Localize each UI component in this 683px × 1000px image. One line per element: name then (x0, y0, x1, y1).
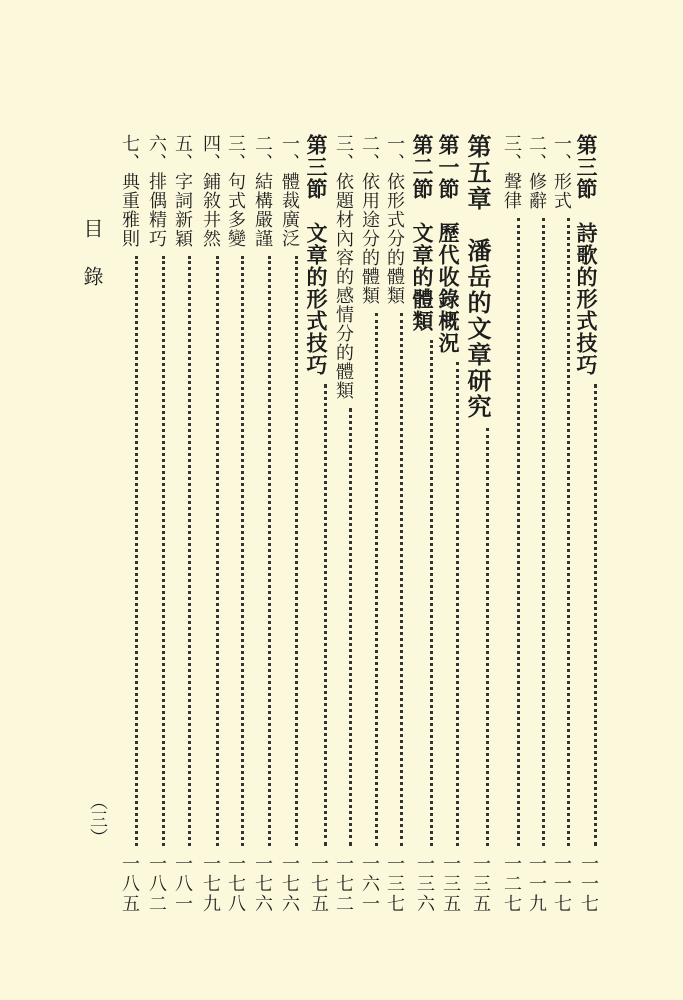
toc-entry-page-number: 一七六 (252, 854, 273, 914)
toc-entry (527, 134, 545, 914)
toc-entry-label: 一、體裁廣泛 (279, 134, 300, 248)
toc-entry-page-number: 一三五 (470, 854, 491, 914)
toc-entry (412, 134, 433, 914)
toc-entry (253, 134, 271, 914)
toc-entry-page-number: 一七九 (200, 854, 221, 914)
toc-entry-page-number: 一八一 (172, 854, 193, 914)
toc-entry-label: 第二節 文章的體類 (410, 134, 435, 332)
dot-leader (253, 256, 271, 846)
dot-leader (147, 256, 165, 846)
toc-entry (438, 134, 459, 914)
toc-entry-page-number: 一三七 (384, 854, 405, 914)
dot-leader (385, 313, 403, 846)
toc-entry-label: 二、依用途分的體類 (359, 134, 380, 305)
toc-entry-page-number: 一一七 (578, 854, 599, 914)
toc-entry-label: 第五章 潘岳的文章研究 (463, 134, 492, 420)
dot-leader (465, 428, 489, 846)
dot-leader (201, 256, 219, 846)
dot-leader (360, 313, 378, 846)
toc-entry (201, 134, 219, 914)
dot-leader (120, 256, 138, 846)
toc-entry-page-number: 一一七 (551, 854, 572, 914)
toc-entry (385, 134, 403, 914)
dot-leader (280, 256, 298, 846)
page-header-label: 目錄 (80, 218, 104, 314)
toc-entry-page-number: 一七五 (308, 854, 329, 914)
dot-leader (576, 384, 597, 846)
toc-entry-page-number: 一三五 (440, 854, 461, 914)
toc-entry-label: 一、形式 (551, 134, 572, 210)
dot-leader (173, 256, 191, 846)
toc-entry (334, 134, 352, 914)
toc-entry-page-number: 一三六 (414, 854, 435, 914)
toc-entry-label: 三、句式多變 (225, 134, 246, 248)
page-folio: （三） (87, 792, 108, 846)
dot-leader (226, 256, 244, 846)
toc-entry-label: 二、結構嚴謹 (252, 134, 273, 248)
toc-entry (463, 134, 492, 914)
toc-entry-label: 第一節 歷代收錄概況 (436, 134, 461, 354)
toc-entry (173, 134, 191, 914)
toc-entry-page-number: 一七六 (279, 854, 300, 914)
dot-leader (552, 218, 570, 846)
toc-entry (120, 134, 138, 914)
toc-entry-label: 四、鋪敘井然 (200, 134, 221, 248)
toc-entry-label: 一、依形式分的體類 (384, 134, 405, 305)
toc-entry (280, 134, 298, 914)
toc-entry-page-number: 一七二 (333, 854, 354, 914)
toc-entry (306, 134, 327, 914)
dot-leader (527, 218, 545, 846)
toc-entry-page-number: 一七八 (225, 854, 246, 914)
dot-leader (502, 218, 520, 846)
toc-entry-page-number: 一八五 (119, 854, 140, 914)
dot-leader (306, 384, 327, 846)
toc-entry (576, 134, 597, 914)
toc-entry-label: 六、排偶精巧 (146, 134, 167, 248)
toc-entry-label: 三、聲律 (501, 134, 522, 210)
toc-entry-page-number: 一二七 (501, 854, 522, 914)
toc-entry (147, 134, 165, 914)
toc-entry (552, 134, 570, 914)
toc-entry (502, 134, 520, 914)
toc-entry-label: 三、依題材內容的感情分的體類 (333, 134, 354, 400)
toc-entry-page-number: 一八二 (146, 854, 167, 914)
toc-entry-page-number: 一一九 (526, 854, 547, 914)
toc-entry (360, 134, 378, 914)
toc-entry-label: 第三節 詩歌的形式技巧 (574, 134, 599, 376)
toc-entry-label: 五、字詞新穎 (172, 134, 193, 248)
toc-entry-page-number: 一六一 (359, 854, 380, 914)
toc-entry-label: 七、典重雅則 (119, 134, 140, 248)
dot-leader (438, 362, 459, 846)
dot-leader (334, 408, 352, 846)
toc-entry (226, 134, 244, 914)
toc-entry-label: 第三節 文章的形式技巧 (304, 134, 329, 376)
dot-leader (412, 340, 433, 846)
toc-entry-label: 二、修辭 (526, 134, 547, 210)
